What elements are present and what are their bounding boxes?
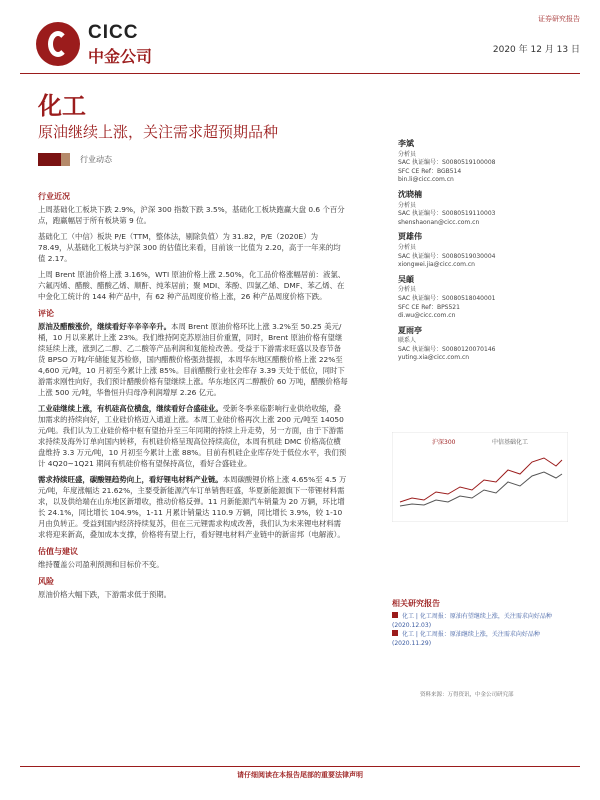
legend-b: 中信基础化工 bbox=[492, 439, 529, 446]
chart-frame bbox=[392, 432, 568, 522]
legend-a: 沪深300 bbox=[432, 439, 456, 446]
report-headline: 原油继续上涨，关注需求超预期品种 bbox=[38, 123, 279, 141]
paragraph-lead: 工业硅继续上涨，有机硅高位横盘，继续看好合盛硅业。 bbox=[38, 404, 223, 413]
paragraph-text: 受新冬季来临影响行业供给收缩，叠加需求的持续向好，工业硅价格迈入通道上涨。本周工业硅价格再次上涨 200 元/吨至 14050 元/吨。我们认为工业硅价格中枢有望抬升至三年同期的持续上升走势，另一方面，由于下游需求持续及海外订单向国内转移，有机硅价格呈现高位持续高位，本周有机硅 DMC 价格高位横盘维持 3.3 万元/吨，10 月初至今累计上涨 88%。目前有机硅企业库存处于低位水平，我们预计 4Q20~1Q21 期间有机硅价格有望保持高位，看好合盛硅业。 bbox=[38, 404, 347, 468]
analyst-line: SAC 执证编号：S0080518040001 bbox=[398, 294, 496, 302]
analyst-line: SAC 执证编号：S0080519110003 bbox=[398, 210, 496, 218]
paragraph: 上周基础化工板块下跌 2.9%，沪深 300 指数下跌 3.5%，基础化工板块跑赢大盘 0.6 个百分点，跑赢幅居于所有板块第 9 位。 bbox=[38, 205, 345, 225]
analyst-card bbox=[398, 233, 568, 269]
analyst-email[interactable]: shenshaonan@cicc.com.cn bbox=[398, 218, 480, 226]
analyst-sidebar bbox=[398, 140, 568, 369]
related-item[interactable] bbox=[392, 612, 568, 630]
bullet-icon bbox=[392, 630, 398, 636]
analyst-email[interactable]: bin.li@cicc.com.cn bbox=[398, 176, 454, 184]
footer-divider bbox=[20, 766, 580, 767]
main-body bbox=[38, 185, 348, 605]
related-item[interactable] bbox=[392, 630, 568, 648]
paragraph-lead: 需求持续旺盛，碳酸锂趋势向上，看好锂电材料产业链。 bbox=[38, 475, 223, 484]
analyst-name: 贾雄伟 bbox=[398, 232, 422, 242]
analyst-card bbox=[398, 191, 568, 227]
section-title: 风险 bbox=[38, 577, 54, 586]
paragraph: 上周 Brent 原油价格上涨 3.16%，WTI 原油价格上涨 2.50%，化工品价格涨幅居前：液氯、六氟丙烯、醋酸、醋酸乙烯、顺酐、纯苯居前；聚 MDI、苯酚、四氯乙烯、DMF、苯乙烯、在中金化工统计的 144 种产品中，有 62 种产品周度价格上涨，26 种产品周度价格下跌。 bbox=[38, 270, 346, 301]
analyst-role: 分析员 bbox=[398, 243, 417, 251]
analyst-role: 分析员 bbox=[398, 286, 417, 294]
chart-source: 资料来源：万得资讯，中金公司研究部 bbox=[420, 692, 514, 698]
doc-date: 2020 年 12 月 13 日 bbox=[492, 45, 580, 55]
paragraph-lead: 原油及醋酸涨价，继续看好辛辛辛辛升。 bbox=[38, 322, 172, 331]
analyst-line: SFC CE Ref：BGB514 bbox=[398, 167, 462, 175]
performance-chart bbox=[392, 432, 568, 522]
paragraph bbox=[38, 403, 348, 469]
brand-cn: 中金公司 bbox=[88, 47, 153, 66]
analyst-role: 分析员 bbox=[398, 150, 417, 158]
related-link[interactable]: 化工 | 化工周报：原油继续上涨，关注需求向好品种 (2020.11.29) bbox=[392, 631, 540, 647]
paragraph: 原油价格大幅下跌，下游需求低于预期。 bbox=[38, 590, 172, 599]
paragraph-text: 本周碳酸锂价格上涨 4.65%至 4.5 万元/吨，年度涨幅达 21.62%，主要受新能源汽车订单销售旺盛，华夏新能源旗下一带锂材料需求，以及供给端在山东地区新增收，推动价格反弹。11 月新能源汽车销量为 20 万辆，环比增长 24.1%，同比增长 104.9%，1-11 月累计销量达 110.9 万辆，同比增长 3.9%，较 1-10 月由负转正。受益到国内经济持续复苏，但在三元锂需求构成改善，我们认为未来锂电材料需求将迎来新高，叠加成本支撑，价格将有望上行，看好锂电材料产业链中的新宙邦（电解液）。 bbox=[38, 475, 347, 539]
analyst-card bbox=[398, 327, 568, 363]
section-title: 行业近况 bbox=[38, 192, 70, 201]
doc-type: 证券研究报告 bbox=[538, 15, 580, 23]
section-title: 评论 bbox=[38, 309, 54, 318]
analyst-line: SFC CE Ref：BPS521 bbox=[398, 303, 460, 311]
analyst-name: 沈晓楠 bbox=[398, 189, 422, 199]
related-list bbox=[392, 612, 568, 648]
paragraph bbox=[38, 474, 348, 540]
tag-marker-accent bbox=[61, 153, 70, 166]
report-tag: 行业动态 bbox=[80, 155, 112, 164]
legal-notice: 请仔细阅读在本报告尾部的重要法律声明 bbox=[237, 771, 363, 779]
analyst-email[interactable]: xiongwei.jia@cicc.com.cn bbox=[398, 261, 475, 269]
paragraph-text: 本周 Brent 原油价格环比上涨 3.2%至 50.25 美元/桶，10 月以来累计上涨 23%。我们维持阿克苏原油目价重置，同时，Brent 原油价格有望继续延续上涨，涨到乙二醇、乙二酸等产品利润和复能检改善。受益于下游需求旺盛以及春节备货 BPSO 万吨/年储能复苏检修，国内醋酸价格强劲提振，本周华东地区醋酸价格上涨 22%至 4,600 元/吨，10 月初至今累计上涨 85%。目前醋酸行业社会库存 3.39 天处于低位，同时下游需求刚性向好，我们预计醋酸价格有望继续上涨。华东地区丙二醇酸价 60 万吨，醋酸价格每上涨 500 元/吨，华鲁恒升归母净利润增厚 2.26 亿元。 bbox=[38, 322, 348, 397]
analyst-role: 分析员 bbox=[398, 201, 417, 209]
analyst-name: 李斌 bbox=[398, 139, 414, 148]
industry-title: 化工 bbox=[38, 92, 86, 120]
related-title: 相关研究报告 bbox=[392, 599, 440, 608]
analyst-email[interactable]: yuting.xia@cicc.com.cn bbox=[398, 354, 470, 362]
analyst-line: SAC 执证编号：S0080519030004 bbox=[398, 252, 496, 260]
paragraph: 基础化工（中信）板块 P/E（TTM，整体法，剔除负值）为 31.82，P/E（2020E）为 78.49，从基础化工板块与沪深 300 的估值比来看，目前该一比值为 2.20，高于一年来的均值 2.17。 bbox=[38, 232, 341, 263]
bullet-icon bbox=[392, 612, 398, 618]
header-divider bbox=[20, 73, 580, 74]
analyst-role: 联系人 bbox=[398, 337, 417, 345]
analyst-name: 夏雨亭 bbox=[398, 325, 422, 335]
section-title: 估值与建议 bbox=[38, 547, 78, 556]
paragraph bbox=[38, 321, 348, 398]
brand-en: CICC bbox=[88, 22, 139, 43]
related-link[interactable]: 化工 | 化工周报：原油有望继续上涨，关注需求向好品种 (2020.12.03) bbox=[392, 613, 552, 629]
analyst-name: 吴頔 bbox=[398, 274, 414, 284]
analyst-line: SAC 执证编号：S0080519100008 bbox=[398, 159, 496, 167]
tag-marker bbox=[38, 153, 61, 166]
analyst-card bbox=[398, 276, 568, 321]
analyst-card bbox=[398, 140, 568, 185]
analyst-email[interactable]: di.wu@cicc.com.cn bbox=[398, 312, 456, 320]
analyst-line: SAC 执证编号：S0080120070146 bbox=[398, 345, 496, 353]
cicc-logo-icon bbox=[36, 22, 80, 66]
paragraph: 维持覆盖公司盈利预测和目标价不变。 bbox=[38, 560, 164, 569]
